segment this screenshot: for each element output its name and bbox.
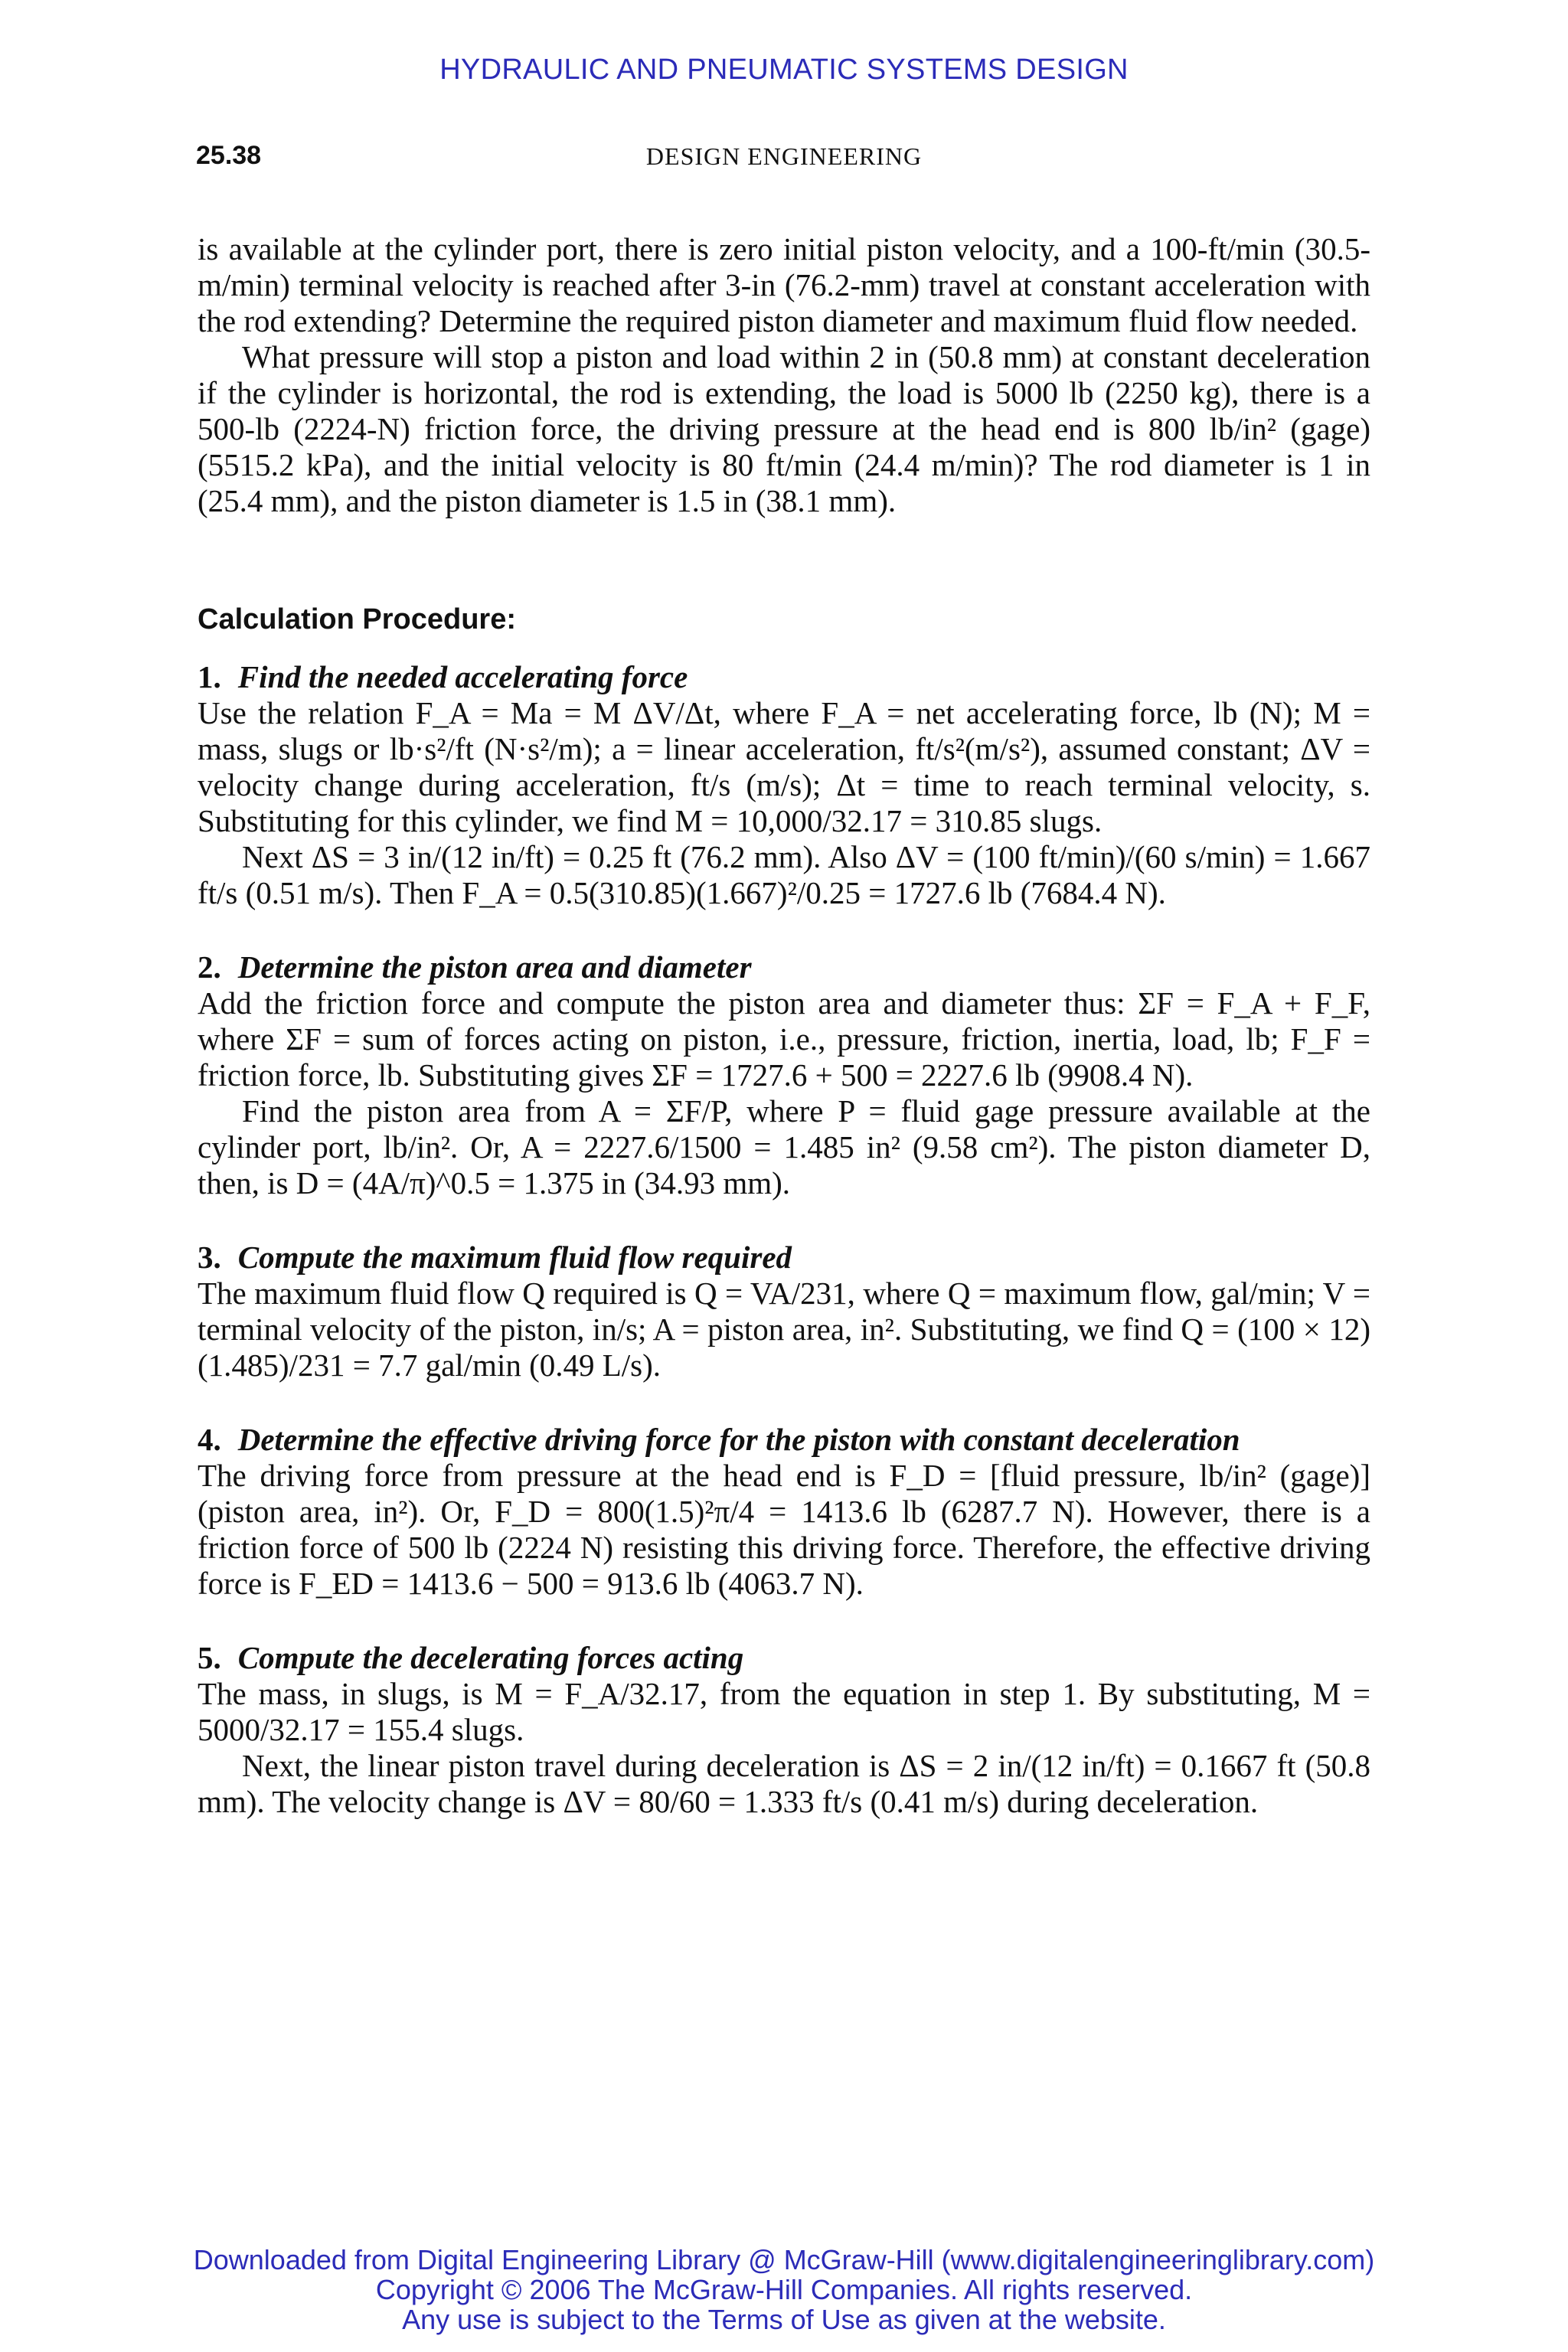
footer-notice: [0, 2245, 1568, 2334]
step-number: 3.: [198, 1240, 221, 1275]
footer-download-link[interactable]: Downloaded from Digital Engineering Library @ McGraw-Hill (www.digitalengineeringlibrary.com): [193, 2244, 1375, 2275]
running-head: DESIGN ENGINEERING: [645, 142, 923, 170]
step-heading: [198, 949, 1370, 985]
step-heading: [198, 659, 1370, 695]
step-2: [198, 949, 1370, 1201]
step-heading: [198, 1240, 1370, 1276]
step-heading: [198, 1640, 1370, 1676]
step-title: Find the needed accelerating force: [237, 659, 688, 694]
step-3: [198, 1240, 1370, 1383]
step-paragraph: The maximum fluid flow Q required is Q = VA/231, where Q = maximum flow, gal/min; V = terminal velocity of the piston, in/s; A = piston area, in². Substituting, we find Q = (100 × 12)(1.485)/231 = 7.7 gal/min (0.49 L/s).: [198, 1276, 1370, 1383]
footer-copyright: Copyright © 2006 The McGraw-Hill Companies. All rights reserved.: [375, 2274, 1193, 2305]
step-paragraph: Add the friction force and compute the piston area and diameter thus: ΣF = F_A + F_F, where ΣF = sum of forces acting on piston, i.e., pressure, friction, inertia, load, lb; F_F = friction force, lb. Substituting gives ΣF = 1727.6 + 500 = 2227.6 lb (9908.4 N).: [198, 985, 1370, 1093]
step-5: [198, 1640, 1370, 1820]
step-heading: [198, 1422, 1370, 1458]
step-number: 5.: [198, 1640, 221, 1675]
step-title: Determine the piston area and diameter: [237, 949, 752, 985]
step-paragraph: Use the relation F_A = Ma = M ΔV/Δt, where F_A = net accelerating force, lb (N); M = mass, slugs or lb·s²/ft (N·s²/m); a = linear acceleration, ft/s²(m/s²), assumed constant; ΔV = velocity change during acceleration, ft/s (m/s); Δt = time to reach terminal velocity, s. Substituting for this cylinder, we find M = 10,000/32.17 = 310.85 slugs.: [198, 695, 1370, 838]
step-paragraph: Next, the linear piston travel during deceleration is ΔS = 2 in/(12 in/ft) = 0.1667 ft (50.8 mm). The velocity change is ΔV = 80/60 = 1.333 ft/s (0.41 m/s) during deceleration.: [198, 1748, 1370, 1819]
step-number: 2.: [198, 949, 221, 985]
step-paragraph: The driving force from pressure at the head end is F_D = [fluid pressure, lb/in² (gage)](piston area, in²). Or, F_D = 800(1.5)²π/4 = 1413.6 lb (6287.7 N). However, there is a friction force of 500 lb (2224 N) resisting this driving force. Therefore, the effective driving force is F_ED = 1413.6 − 500 = 913.6 lb (4063.7 N).: [198, 1458, 1370, 1601]
step-paragraph: Next ΔS = 3 in/(12 in/ft) = 0.25 ft (76.2 mm). Also ΔV = (100 ft/min)/(60 s/min) = 1.667 ft/s (0.51 m/s). Then F_A = 0.5(310.85)(1.667)²/0.25 = 1727.6 lb (7684.4 N).: [198, 839, 1370, 910]
step-title: Compute the decelerating forces acting: [237, 1640, 744, 1675]
step-4: [198, 1422, 1370, 1602]
document-body: [198, 231, 1370, 1820]
intro-paragraph-1: is available at the cylinder port, there is zero initial piston velocity, and a 100-ft/min (30.5-m/min) terminal velocity is reached after 3-in (76.2-mm) travel at constant acceleration with the rod extending? Determine the required piston diameter and maximum fluid flow needed.: [198, 231, 1370, 338]
chapter-banner: HYDRAULIC AND PNEUMATIC SYSTEMS DESIGN: [439, 54, 1129, 86]
step-number: 4.: [198, 1422, 221, 1457]
footer-terms: Any use is subject to the Terms of Use as given at the website.: [402, 2304, 1166, 2335]
step-number: 1.: [198, 659, 221, 694]
procedure-heading: Calculation Procedure:: [198, 603, 516, 635]
step-title: Compute the maximum fluid flow required: [237, 1240, 792, 1275]
step-title: Determine the effective driving force for the piston with constant deceleration: [237, 1422, 1240, 1457]
page-number: 25.38: [196, 141, 262, 170]
intro-paragraph-2: What pressure will stop a piston and load within 2 in (50.8 mm) at constant deceleration if the cylinder is horizontal, the rod is extending, the load is 5000 lb (2250 kg), there is a 500-lb (2224-N) friction force, the driving pressure at the head end is 800 lb/in² (gage) (5515.2 kPa), and the initial velocity is 80 ft/min (24.4 m/min)? The rod diameter is 1 in (25.4 mm), and the piston diameter is 1.5 in (38.1 mm).: [198, 339, 1370, 518]
step-paragraph: Find the piston area from A = ΣF/P, where P = fluid gage pressure available at the cylinder port, lb/in². Or, A = 2227.6/1500 = 1.485 in² (9.58 cm²). The piston diameter D, then, is D = (4A/π)^0.5 = 1.375 in (34.93 mm).: [198, 1093, 1370, 1200]
step-paragraph: The mass, in slugs, is M = F_A/32.17, from the equation in step 1. By substituting, M = 5000/32.17 = 155.4 slugs.: [198, 1676, 1370, 1747]
step-1: [198, 659, 1370, 911]
